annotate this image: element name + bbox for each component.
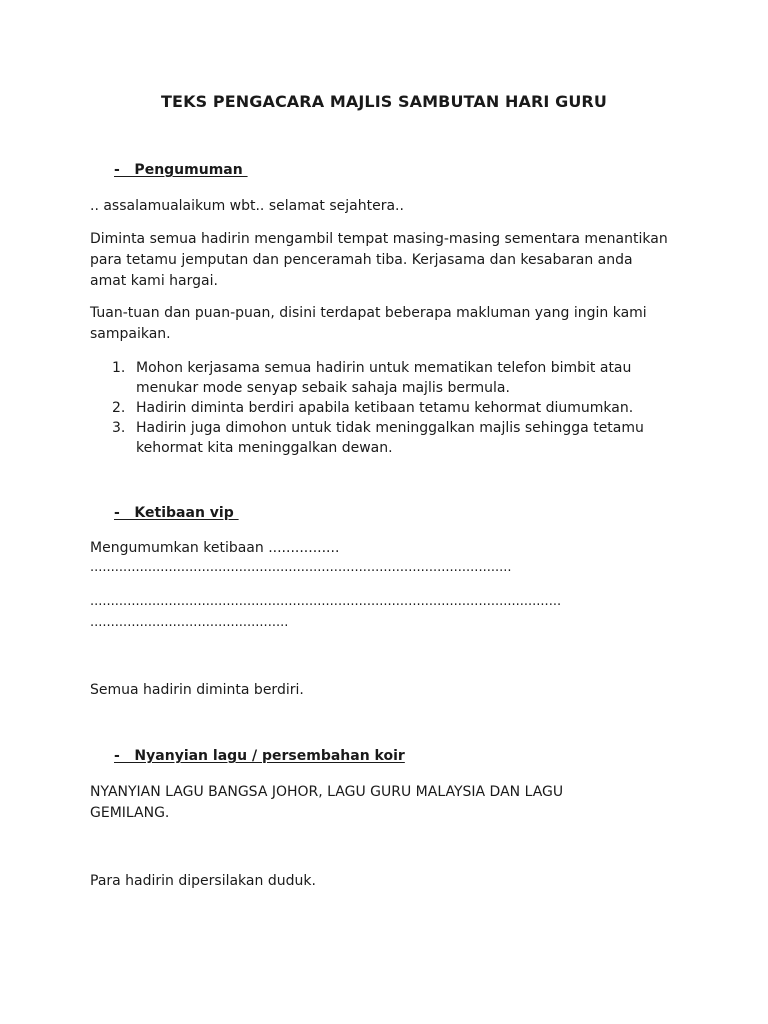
fill-in-line: ................................................ xyxy=(90,615,289,630)
list-item-number: 1. xyxy=(112,360,126,376)
announcement-list xyxy=(90,358,690,458)
stand-instruction: Semua hadirin diminta berdiri. xyxy=(90,682,304,698)
greeting-paragraph: .. assalamualaikum wbt.. selamat sejahtera.. xyxy=(90,198,404,214)
seating-paragraph: Diminta semua hadirin mengambil tempat masing-masing sementara menantikan para tetamu jemputan dan penceramah tiba. Kerjasama dan kesabaran anda amat kami hargai. xyxy=(90,231,668,289)
heading-ketibaan-vip: - Ketibaan vip xyxy=(114,505,239,521)
list-item xyxy=(90,398,690,418)
list-item xyxy=(90,358,690,398)
announce-arrival-text: Mengumumkan ketibaan ................ xyxy=(90,540,340,556)
songs-paragraph: NYANYIAN LAGU BANGSA JOHOR, LAGU GURU MALAYSIA DAN LAGU GEMILANG. xyxy=(90,784,564,821)
fill-in-line: .................................................................................................................. xyxy=(90,594,562,609)
list-item-number: 2. xyxy=(112,400,126,416)
heading-pengumuman: - Pengumuman xyxy=(114,162,248,178)
list-item xyxy=(90,418,690,458)
list-item-number: 3. xyxy=(112,420,126,436)
sit-instruction: Para hadirin dipersilakan duduk. xyxy=(90,873,316,889)
list-item-text: Hadirin diminta berdiri apabila ketibaan tetamu kehormat diumumkan. xyxy=(136,400,634,416)
fill-in-line: ...................................................................................................... xyxy=(90,560,512,575)
list-item-text: Hadirin juga dimohon untuk tidak meninggalkan majlis sehingga tetamu kehormat kita meninggalkan dewan. xyxy=(136,420,644,456)
announcement-intro-paragraph: Tuan-tuan dan puan-puan, disini terdapat beberapa makluman yang ingin kami sampaikan. xyxy=(90,305,647,342)
heading-nyanyian-lagu: - Nyanyian lagu / persembahan koir xyxy=(114,748,405,764)
document-title: TEKS PENGACARA MAJLIS SAMBUTAN HARI GURU xyxy=(161,92,607,111)
list-item-text: Mohon kerjasama semua hadirin untuk mematikan telefon bimbit atau menukar mode senyap sebaik sahaja majlis bermula. xyxy=(136,360,632,396)
